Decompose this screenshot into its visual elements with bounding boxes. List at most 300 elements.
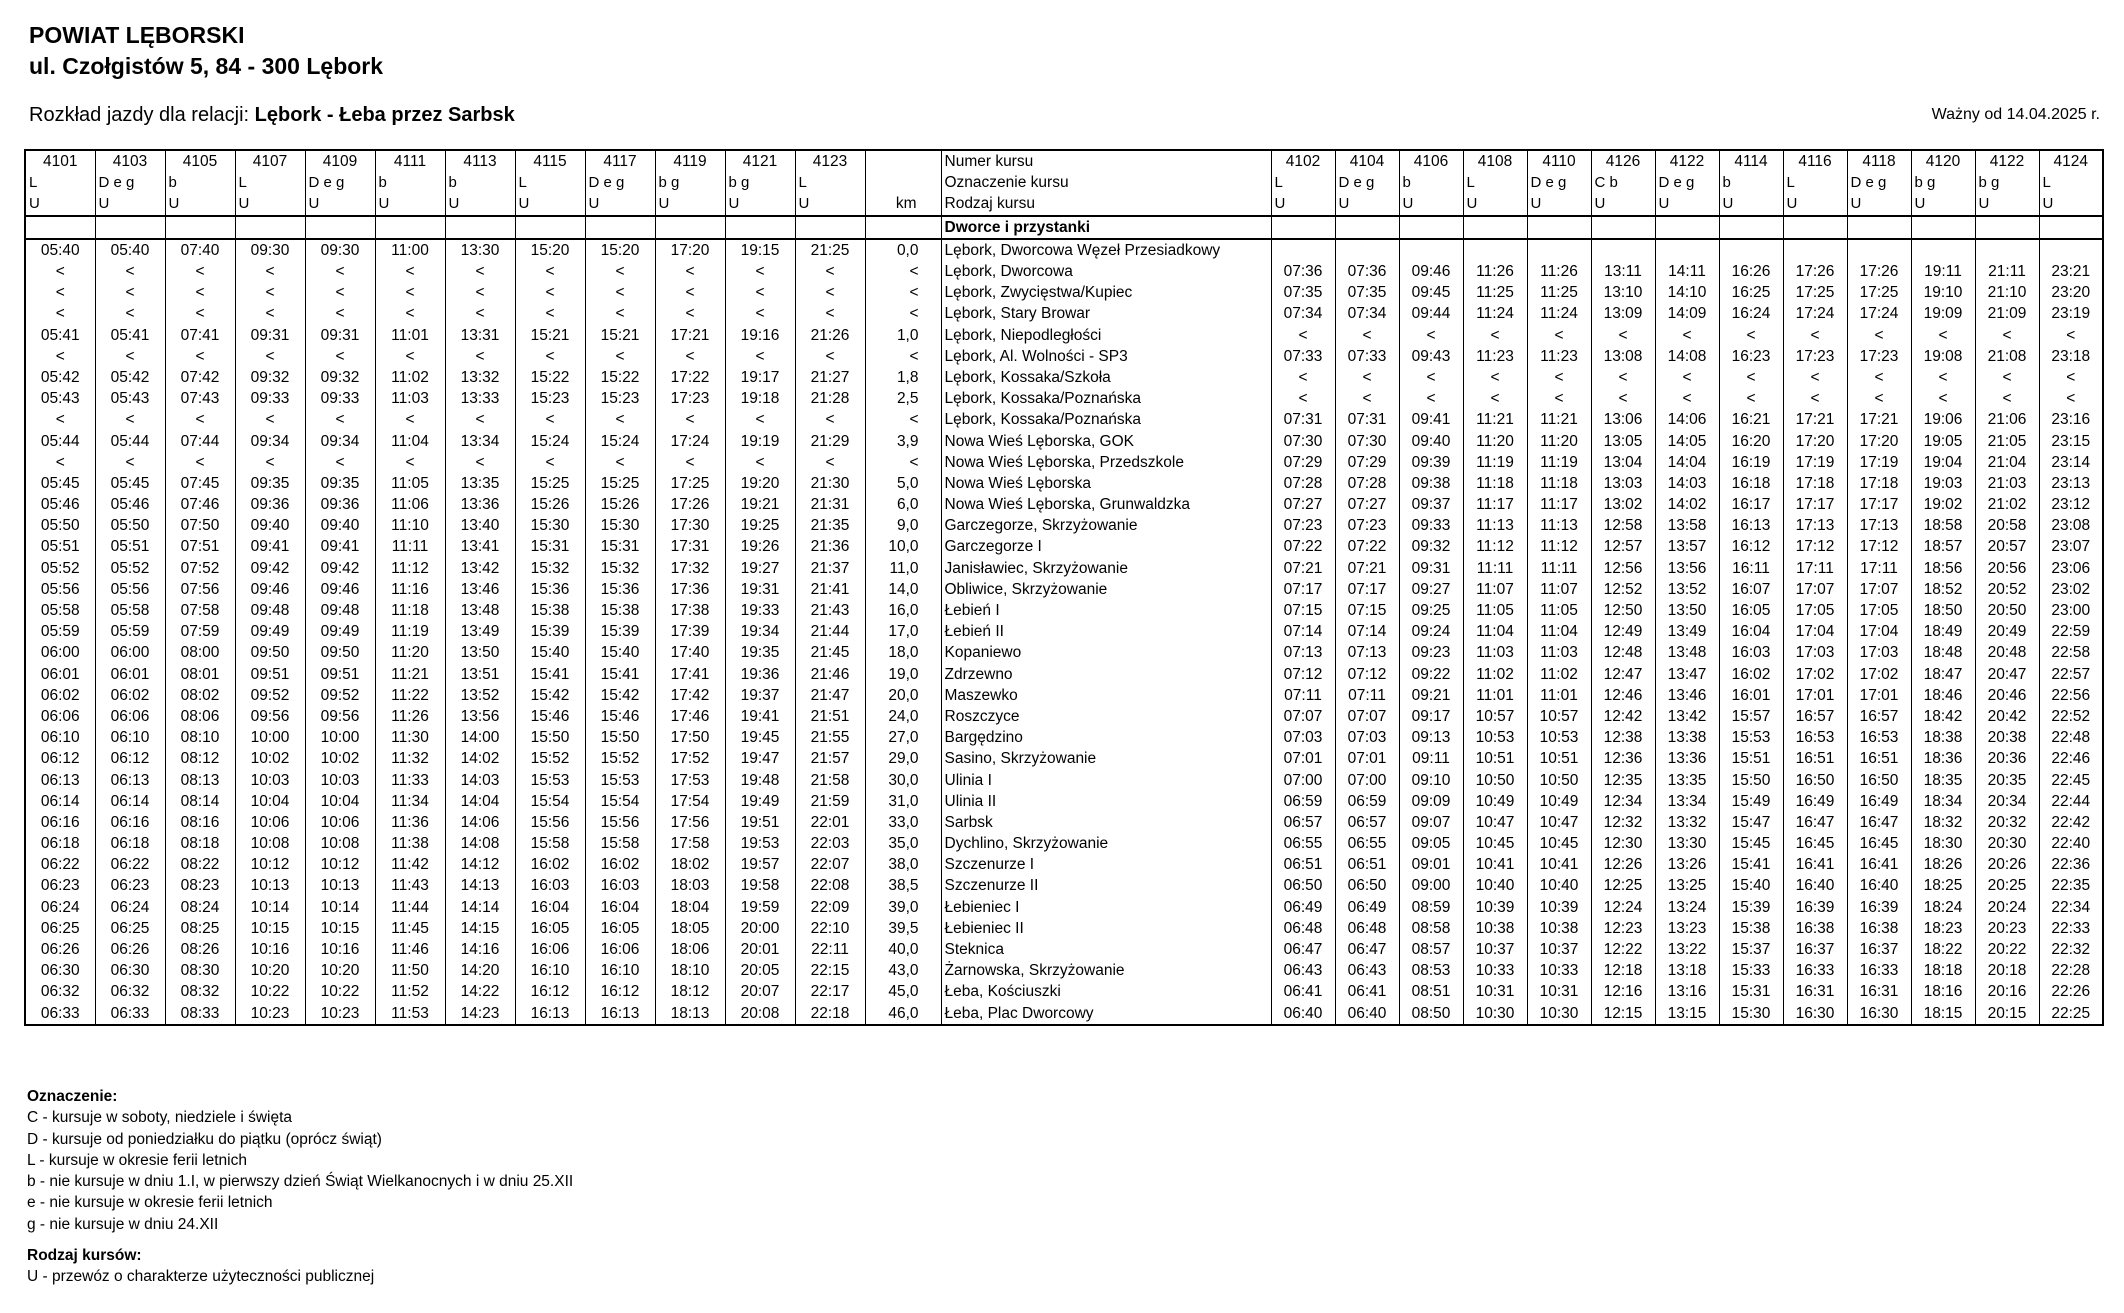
table-row (25, 791, 2103, 812)
course-flag: b g (1975, 172, 2039, 193)
departure-time: 06:01 (95, 664, 165, 685)
departure-time: 09:50 (235, 642, 305, 663)
distance-km: 0,0 (865, 239, 941, 261)
distance-km: 29,0 (865, 748, 941, 769)
departure-time: 16:31 (1783, 981, 1847, 1002)
departure-time: 15:53 (1719, 727, 1783, 748)
departure-time: 20:15 (1975, 1003, 2039, 1025)
departure-time: < (585, 346, 655, 367)
departure-time: 06:41 (1271, 981, 1335, 1002)
departure-time: 21:10 (1975, 282, 2039, 303)
departure-time: 13:32 (1655, 812, 1719, 833)
departure-time: 07:29 (1271, 452, 1335, 473)
departure-time: 09:40 (1399, 430, 1463, 451)
stop-name: Łeba, Kościuszki (941, 981, 1271, 1002)
departure-time: 14:14 (445, 897, 515, 918)
departure-time: 21:57 (795, 748, 865, 769)
course-flag: D e g (95, 172, 165, 193)
departure-time: 16:20 (1719, 430, 1783, 451)
stop-name: Lębork, Kossaka/Szkoła (941, 367, 1271, 388)
departure-time: 16:53 (1847, 727, 1911, 748)
departure-time: 11:24 (1527, 303, 1591, 324)
departure-time: 07:13 (1335, 642, 1399, 663)
empty-cell (1975, 216, 2039, 239)
table-row (25, 939, 2103, 960)
departure-time: 22:34 (2039, 897, 2103, 918)
departure-time: 10:12 (305, 854, 375, 875)
departure-time: 15:38 (515, 600, 585, 621)
departure-time: 16:01 (1719, 685, 1783, 706)
departure-time: 10:53 (1527, 727, 1591, 748)
departure-time: 17:20 (655, 239, 725, 261)
row-label: Numer kursu (941, 150, 1271, 172)
legend-item: C - kursuje w soboty, niedziele i święta (27, 1109, 293, 1127)
departure-time: 06:43 (1335, 960, 1399, 981)
departure-time: 05:44 (95, 430, 165, 451)
departure-time: 09:31 (305, 325, 375, 346)
table-row (25, 918, 2103, 939)
departure-time: 11:01 (375, 325, 445, 346)
departure-time: 07:14 (1271, 621, 1335, 642)
departure-time: 13:52 (1655, 579, 1719, 600)
course-flag: L (1271, 172, 1335, 193)
departure-time: 08:53 (1399, 960, 1463, 981)
departure-time: 06:57 (1271, 812, 1335, 833)
departure-time: 09:01 (1399, 854, 1463, 875)
departure-time: 14:03 (1655, 473, 1719, 494)
departure-time: 06:16 (25, 812, 95, 833)
departure-time: 19:19 (725, 430, 795, 451)
departure-time (2039, 239, 2103, 261)
course-num: 4123 (795, 150, 865, 172)
course-flag: b (1399, 172, 1463, 193)
departure-time: 17:23 (1783, 346, 1847, 367)
departure-time: 10:33 (1463, 960, 1527, 981)
departure-time: 16:05 (1719, 600, 1783, 621)
departure-time: 19:11 (1911, 261, 1975, 282)
departure-time: 06:50 (1335, 875, 1399, 896)
departure-time: 13:10 (1591, 282, 1655, 303)
course-flag: L (795, 172, 865, 193)
departure-time: 12:30 (1591, 833, 1655, 854)
departure-time: 12:35 (1591, 769, 1655, 790)
stop-name: Garczegorze I (941, 536, 1271, 557)
departure-time: 20:57 (1975, 536, 2039, 557)
departure-time: 07:03 (1271, 727, 1335, 748)
departure-time: 20:18 (1975, 960, 2039, 981)
table-row (25, 494, 2103, 515)
departure-time: 12:34 (1591, 791, 1655, 812)
departure-time: 16:04 (515, 897, 585, 918)
departure-time: 06:57 (1335, 812, 1399, 833)
departure-time: < (655, 409, 725, 430)
departure-time: < (1847, 325, 1911, 346)
header-row-flag (25, 172, 2103, 193)
empty-cell (445, 216, 515, 239)
departure-time: 06:16 (95, 812, 165, 833)
departure-time: 07:58 (165, 600, 235, 621)
departure-time: 08:30 (165, 960, 235, 981)
departure-time: 11:21 (1463, 409, 1527, 430)
departure-time: 18:02 (655, 854, 725, 875)
departure-time: 09:22 (1399, 664, 1463, 685)
departure-time: 20:30 (1975, 833, 2039, 854)
departure-time: < (515, 303, 585, 324)
stop-name: Sasino, Skrzyżowanie (941, 748, 1271, 769)
departure-time (1655, 239, 1719, 261)
departure-time: 17:41 (655, 664, 725, 685)
departure-time: 13:30 (445, 239, 515, 261)
departure-time: 06:23 (95, 875, 165, 896)
empty-cell (95, 216, 165, 239)
departure-time: < (655, 452, 725, 473)
departure-time: 22:18 (795, 1003, 865, 1025)
departure-time: < (1527, 367, 1591, 388)
empty-cell (165, 216, 235, 239)
departure-time: 22:09 (795, 897, 865, 918)
departure-time: 09:43 (1399, 346, 1463, 367)
departure-time: 20:49 (1975, 621, 2039, 642)
course-flag: D e g (1527, 172, 1591, 193)
departure-time: 07:00 (1335, 769, 1399, 790)
departure-time: 16:33 (1783, 960, 1847, 981)
departure-time: 12:48 (1591, 642, 1655, 663)
departure-time: 14:05 (1655, 430, 1719, 451)
departure-time: 09:56 (235, 706, 305, 727)
departure-time: 10:20 (305, 960, 375, 981)
departure-time: 06:26 (95, 939, 165, 960)
departure-time: 10:47 (1527, 812, 1591, 833)
departure-time: < (1591, 325, 1655, 346)
departure-time: < (445, 452, 515, 473)
departure-time: 21:35 (795, 515, 865, 536)
departure-time: 05:41 (95, 325, 165, 346)
departure-time: 19:25 (725, 515, 795, 536)
departure-time: 17:23 (1847, 346, 1911, 367)
departure-time: 13:02 (1591, 494, 1655, 515)
departure-time: 12:24 (1591, 897, 1655, 918)
departure-time: 19:18 (725, 388, 795, 409)
departure-time: 05:44 (25, 430, 95, 451)
departure-time: < (445, 261, 515, 282)
departure-time: 16:49 (1847, 791, 1911, 812)
departure-time: 06:24 (95, 897, 165, 918)
departure-time: 18:42 (1911, 706, 1975, 727)
departure-time: 22:26 (2039, 981, 2103, 1002)
departure-time: < (305, 346, 375, 367)
departure-time: 05:59 (25, 621, 95, 642)
departure-time: 10:03 (235, 769, 305, 790)
departure-time: 22:28 (2039, 960, 2103, 981)
departure-time: < (1975, 388, 2039, 409)
departure-time: 11:10 (375, 515, 445, 536)
course-type: U (1527, 193, 1591, 215)
departure-time: 17:23 (655, 388, 725, 409)
departure-time: 10:16 (305, 939, 375, 960)
departure-time: 11:17 (1527, 494, 1591, 515)
table-row (25, 854, 2103, 875)
departure-time: 17:21 (1783, 409, 1847, 430)
departure-time: 17:04 (1783, 621, 1847, 642)
departure-time: 10:51 (1527, 748, 1591, 769)
course-types-title: Rodzaj kursów: (27, 1247, 142, 1265)
departure-time: 09:42 (305, 558, 375, 579)
empty-cell (2039, 216, 2103, 239)
departure-time: 18:24 (1911, 897, 1975, 918)
departure-time: 17:07 (1783, 579, 1847, 600)
departure-time: 17:21 (1847, 409, 1911, 430)
course-type: U (1591, 193, 1655, 215)
departure-time: 21:31 (795, 494, 865, 515)
departure-time: 16:03 (585, 875, 655, 896)
departure-time: < (375, 452, 445, 473)
course-num: 4113 (445, 150, 515, 172)
departure-time: 11:05 (375, 473, 445, 494)
empty-cell (235, 216, 305, 239)
departure-time: 07:41 (165, 325, 235, 346)
departure-time: 21:51 (795, 706, 865, 727)
departure-time: 11:20 (375, 642, 445, 663)
course-flag: D e g (1847, 172, 1911, 193)
departure-time: 13:49 (1655, 621, 1719, 642)
departure-time: 11:53 (375, 1003, 445, 1025)
departure-time: 11:03 (375, 388, 445, 409)
departure-time: 07:28 (1335, 473, 1399, 494)
departure-time: 15:47 (1719, 812, 1783, 833)
timetable (24, 149, 2104, 1026)
departure-time: 07:45 (165, 473, 235, 494)
departure-time: < (1847, 367, 1911, 388)
departure-time: 08:23 (165, 875, 235, 896)
departure-time: 07:33 (1271, 346, 1335, 367)
departure-time: 09:40 (235, 515, 305, 536)
departure-time: 22:58 (2039, 642, 2103, 663)
departure-time: 13:30 (1655, 833, 1719, 854)
course-num: 4110 (1527, 150, 1591, 172)
departure-time: 14:22 (445, 981, 515, 1002)
departure-time: 11:12 (1527, 536, 1591, 557)
departure-time: 18:12 (655, 981, 725, 1002)
departure-time: < (25, 282, 95, 303)
departure-time: 06:32 (95, 981, 165, 1002)
departure-time: < (725, 261, 795, 282)
course-type: U (585, 193, 655, 215)
departure-time: 19:17 (725, 367, 795, 388)
course-flag: b (1719, 172, 1783, 193)
departure-time: 19:58 (725, 875, 795, 896)
departure-time: 18:25 (1911, 875, 1975, 896)
departure-time: 15:36 (585, 579, 655, 600)
departure-time: 22:57 (2039, 664, 2103, 685)
distance-km: 9,0 (865, 515, 941, 536)
departure-time: 22:36 (2039, 854, 2103, 875)
departure-time: < (515, 282, 585, 303)
departure-time: 05:59 (95, 621, 165, 642)
departure-time: 06:59 (1271, 791, 1335, 812)
departure-time: 22:32 (2039, 939, 2103, 960)
departure-time: 15:30 (585, 515, 655, 536)
stop-name: Nowa Wieś Lęborska, GOK (941, 430, 1271, 451)
empty-cell (305, 216, 375, 239)
departure-time: 05:45 (95, 473, 165, 494)
departure-time: 15:23 (515, 388, 585, 409)
course-num: 4120 (1911, 150, 1975, 172)
table-row (25, 664, 2103, 685)
departure-time: 16:41 (1847, 854, 1911, 875)
distance-km: 46,0 (865, 1003, 941, 1025)
departure-time: 22:15 (795, 960, 865, 981)
departure-time: 19:45 (725, 727, 795, 748)
departure-time: 17:21 (655, 325, 725, 346)
departure-time: 10:16 (235, 939, 305, 960)
departure-time: 07:31 (1335, 409, 1399, 430)
departure-time: < (445, 282, 515, 303)
departure-time: 18:15 (1911, 1003, 1975, 1025)
departure-time: 06:33 (95, 1003, 165, 1025)
table-row (25, 875, 2103, 896)
departure-time: 12:42 (1591, 706, 1655, 727)
departure-time: < (235, 303, 305, 324)
course-num: 4106 (1399, 150, 1463, 172)
departure-time: 06:13 (95, 769, 165, 790)
departure-time: 16:18 (1719, 473, 1783, 494)
course-num: 4126 (1591, 150, 1655, 172)
departure-time: 06:24 (25, 897, 95, 918)
departure-time: 23:00 (2039, 600, 2103, 621)
departure-time: < (1655, 325, 1719, 346)
departure-time: 08:22 (165, 854, 235, 875)
course-num: 4104 (1335, 150, 1399, 172)
departure-time: 09:31 (235, 325, 305, 346)
distance-km: 11,0 (865, 558, 941, 579)
departure-time: < (95, 261, 165, 282)
departure-time: 06:00 (25, 642, 95, 663)
departure-time: 18:04 (655, 897, 725, 918)
departure-time: 14:02 (445, 748, 515, 769)
departure-time: 06:26 (25, 939, 95, 960)
departure-time: 08:14 (165, 791, 235, 812)
departure-time: 16:47 (1847, 812, 1911, 833)
departure-time: 15:25 (585, 473, 655, 494)
departure-time: 20:00 (725, 918, 795, 939)
departure-time: 12:47 (1591, 664, 1655, 685)
departure-time: < (585, 282, 655, 303)
table-row (25, 261, 2103, 282)
departure-time: 09:56 (305, 706, 375, 727)
departure-time: 15:37 (1719, 939, 1783, 960)
departure-time: 19:08 (1911, 346, 1975, 367)
empty-cell (655, 216, 725, 239)
course-flag: D e g (585, 172, 655, 193)
departure-time: 14:04 (1655, 452, 1719, 473)
departure-time: 11:12 (1463, 536, 1527, 557)
departure-time: 06:55 (1335, 833, 1399, 854)
departure-time: 13:42 (1655, 706, 1719, 727)
course-type: U (235, 193, 305, 215)
departure-time: 13:05 (1591, 430, 1655, 451)
departure-time: 07:52 (165, 558, 235, 579)
departure-time: 17:38 (655, 600, 725, 621)
departure-time: 13:25 (1655, 875, 1719, 896)
departure-time: < (1655, 388, 1719, 409)
departure-time: 18:46 (1911, 685, 1975, 706)
departure-time: 07:07 (1335, 706, 1399, 727)
departure-time: 13:46 (445, 579, 515, 600)
course-flag: D e g (305, 172, 375, 193)
km-header (865, 150, 941, 172)
distance-km: 5,0 (865, 473, 941, 494)
departure-time: 15:26 (515, 494, 585, 515)
table-row (25, 282, 2103, 303)
departure-time: 19:27 (725, 558, 795, 579)
departure-time: 16:57 (1847, 706, 1911, 727)
course-num: 4102 (1271, 150, 1335, 172)
departure-time: 11:43 (375, 875, 445, 896)
departure-time: 13:58 (1655, 515, 1719, 536)
departure-time: < (1271, 367, 1335, 388)
departure-time: 07:44 (165, 430, 235, 451)
departure-time: 16:57 (1783, 706, 1847, 727)
departure-time: 09:35 (305, 473, 375, 494)
departure-time: 07:59 (165, 621, 235, 642)
departure-time: 21:29 (795, 430, 865, 451)
departure-time: < (165, 282, 235, 303)
departure-time: 05:56 (95, 579, 165, 600)
departure-time: 09:42 (235, 558, 305, 579)
departure-time: 15:40 (515, 642, 585, 663)
departure-time: 15:22 (585, 367, 655, 388)
stop-name: Zdrzewno (941, 664, 1271, 685)
distance-km: 18,0 (865, 642, 941, 663)
stop-name: Dychlino, Skrzyżowanie (941, 833, 1271, 854)
row-label: Rodzaj kursu (941, 193, 1271, 215)
departure-time: 16:37 (1783, 939, 1847, 960)
departure-time: 07:56 (165, 579, 235, 600)
departure-time: 21:47 (795, 685, 865, 706)
departure-time: 19:20 (725, 473, 795, 494)
departure-time: 10:33 (1527, 960, 1591, 981)
departure-time: 13:24 (1655, 897, 1719, 918)
departure-time: 20:52 (1975, 579, 2039, 600)
departure-time: 17:01 (1783, 685, 1847, 706)
table-row (25, 367, 2103, 388)
departure-time: 21:58 (795, 769, 865, 790)
departure-time: 10:13 (305, 875, 375, 896)
departure-time: 22:03 (795, 833, 865, 854)
departure-time: < (25, 409, 95, 430)
departure-time: 12:57 (1591, 536, 1655, 557)
departure-time: 07:33 (1335, 346, 1399, 367)
departure-time: 22:44 (2039, 791, 2103, 812)
departure-time: 22:52 (2039, 706, 2103, 727)
departure-time: 09:51 (305, 664, 375, 685)
course-type: U (795, 193, 865, 215)
stop-name: Szczenurze II (941, 875, 1271, 896)
table-row (25, 388, 2103, 409)
departure-time: 08:10 (165, 727, 235, 748)
departure-time: 11:34 (375, 791, 445, 812)
legend-item: g - nie kursuje w dniu 24.XII (27, 1215, 219, 1233)
legend-item: e - nie kursuje w okresie ferii letnich (27, 1194, 273, 1212)
departure-time: 21:11 (1975, 261, 2039, 282)
departure-time: 18:49 (1911, 621, 1975, 642)
departure-time: 11:05 (1463, 600, 1527, 621)
departure-time: 06:22 (95, 854, 165, 875)
departure-time: 13:48 (1655, 642, 1719, 663)
departure-time: 14:06 (445, 812, 515, 833)
departure-time: < (25, 346, 95, 367)
empty-cell (1655, 216, 1719, 239)
